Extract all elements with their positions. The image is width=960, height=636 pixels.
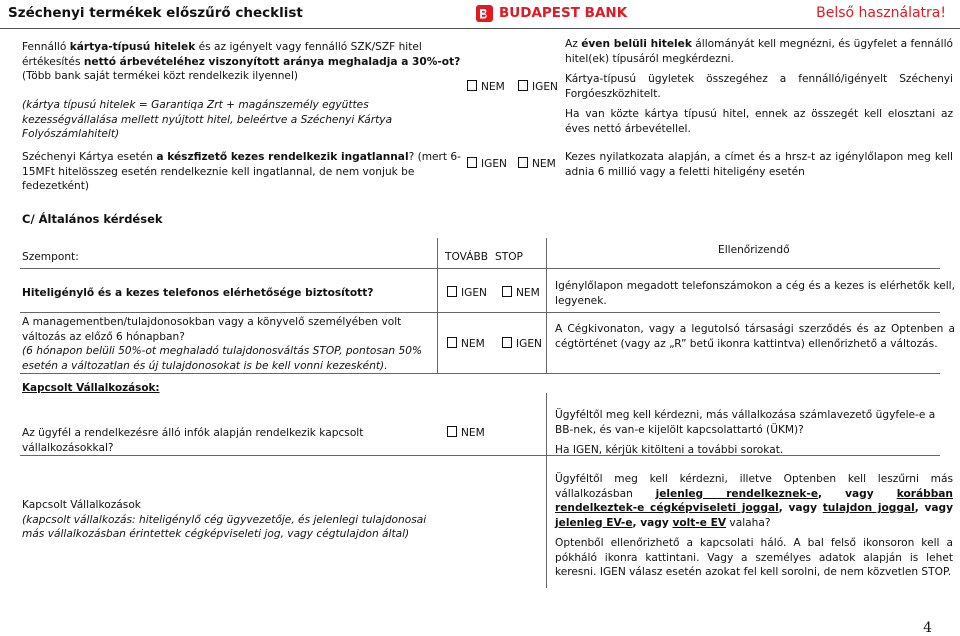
column-header-criteria: Szempont: [22, 251, 79, 263]
table-divider [546, 238, 547, 373]
check-note-related-companies [555, 408, 950, 458]
question-card-related-companies-detail [22, 498, 442, 542]
checkbox-option-igen[interactable] [447, 286, 487, 301]
note-paragraph: Ha IGEN, kérjük kitölteni a további sorokat. [555, 444, 784, 456]
question-text: Széchenyi Kártya esetén a készfizető kezes rendelkezik ingatlannal? (mert 6-15MFt hitelösszeg esetén rendelkeznie kell ingatlannal, de nem vonjuk be fedezetként) [22, 151, 461, 192]
question-card-phone-availability [22, 286, 432, 301]
checkbox-box[interactable] [518, 80, 528, 91]
question-text: Az ügyfél a rendelkezésre álló infók alapján rendelkezik kapcsolt vállalkozásokkal? [22, 427, 364, 454]
question-text: A managementben/tulajdonosokban vagy a könyvelő személyében volt változás az előző 6 hónapban? (6 hónapon belüli 50%-ot meghaladó tulajdonosváltás STOP, pontosan 50% esetén a változatlan és új tulajdonosokat is be kell vonni kezesként). [22, 316, 423, 372]
checkbox-box[interactable] [447, 286, 457, 297]
checkbox-box[interactable] [447, 337, 457, 348]
checkbox-label: NEM [516, 287, 540, 299]
question-text: Hiteligénylő és a kezes telefonos elérhetősége biztosított? [22, 287, 374, 299]
note-paragraph: Ügyféltől meg kell kérdezni, illetve Optenben kell leszűrni más vállalkozásban jelenleg rendelkeznek-e, vagy korábban rendelkeztek-e cégképviseleti joggal, vagy tulajdon joggal, vagy jelenleg EV-e, vagy volt-e EV valaha? [555, 473, 954, 529]
table-divider [437, 238, 438, 373]
checkbox-option-nem[interactable] [502, 286, 540, 301]
note-paragraph: Kártya-típusú ügyletek összegéhez a fennálló/igényelt Széchenyi Forgóeszközhitelt. [565, 73, 953, 100]
checkbox-box[interactable] [467, 80, 477, 91]
checkbox-box[interactable] [518, 157, 528, 168]
page-header [0, 0, 960, 29]
budapest-bank-logo-icon [476, 5, 493, 22]
checkbox-label: NEM [532, 158, 556, 170]
check-note-guarantor-property [565, 150, 953, 179]
note-paragraph: Kezes nyilatkozata alapján, a címet és a hrsz-t az igénylőlapon meg kell adnia 6 millió vagy a feletti hiteligény esetén [565, 151, 953, 178]
checkbox-option-igen[interactable] [467, 157, 507, 172]
column-header-stop: STOP [495, 251, 523, 263]
checkbox-label: IGEN [481, 158, 507, 170]
note-paragraph: Igénylőlapon megadott telefonszámokon a cég és a kezes is elérhetők kell, legyenek. [555, 280, 955, 307]
brand-name: BUDAPEST BANK [499, 4, 628, 21]
brand-logo [476, 4, 627, 22]
checkbox-option-nem[interactable] [467, 80, 505, 95]
table-divider [20, 373, 940, 374]
checkbox-label: NEM [461, 338, 485, 350]
checkbox-label: IGEN [461, 287, 487, 299]
page-title: Széchenyi termékek előszűrő checklist [8, 5, 303, 21]
section-title: C/ Általános kérdések [22, 212, 163, 226]
table-divider [20, 268, 940, 269]
page-number: 4 [923, 619, 932, 636]
checkbox-option-igen[interactable] [518, 80, 558, 95]
note-paragraph: Ha van közte kártya típusú hitel, ennek az összegét kell elosztani az éves nettó árbevétellel. [565, 108, 953, 135]
checkbox-label: NEM [461, 427, 485, 439]
note-paragraph: Optenből ellenőrizhető a kapcsolati háló. A bal felső ikonsoron kell a pókháló ikonra kattintani. Vagy a személyes adatok alapján is lehet keresni. IGEN válasz esetén azokat fel kell sorolni, de nem közvetlen STOP. [555, 537, 953, 578]
checkbox-option-nem[interactable] [518, 157, 556, 172]
question-card-management-change [22, 315, 436, 373]
table-divider [20, 312, 940, 313]
table-divider [546, 393, 547, 588]
check-note-credit-ratio [565, 37, 953, 136]
checkbox-box[interactable] [502, 337, 512, 348]
checkbox-label: IGEN [516, 338, 542, 350]
check-note-related-companies-detail [555, 472, 953, 580]
question-text: Kapcsolt Vállalkozások (kapcsolt vállalkozás: hiteligénylő cég ügyvezetője, és jelenlegi tulajdonosai más vállalkozásban érintettek cégképviseleti jog, vagy cégtulajdon által) [22, 499, 427, 540]
checkbox-label: NEM [481, 81, 505, 93]
checkbox-label: IGEN [532, 81, 558, 93]
check-note-management-change [555, 322, 955, 351]
note-paragraph: A Cégkivonaton, vagy a legutolsó társasági szerződés és az Optenben a cégtörténet (vagy az „R” betű ikonra kattintva) ellenőrizhető a változás. [555, 323, 955, 350]
checkbox-option-nem[interactable] [447, 337, 485, 352]
note-paragraph: Az éven belüli hitelek állományát kell megnézni, és ügyfelet a fennálló hitel(ek) típusáról megkérdezni. [565, 38, 953, 65]
checkbox-box[interactable] [502, 286, 512, 297]
column-header-next: TOVÁBB [445, 251, 488, 263]
internal-use-label: Belső használatra! [816, 5, 946, 21]
subsection-heading: Kapcsolt Vállalkozások: [22, 382, 160, 394]
question-card-related-companies [22, 426, 442, 455]
check-note-phone-availability [555, 279, 955, 308]
question-card-credit-ratio [22, 40, 462, 142]
checkbox-option-nem[interactable] [447, 426, 485, 441]
checkbox-box[interactable] [467, 157, 477, 168]
checkbox-option-igen[interactable] [502, 337, 542, 352]
question-text: Fennálló kártya-típusú hitelek és az igényelt vagy fennálló SZK/SZF hitel értékesítés nettó árbevételéhez viszonyított aránya meghaladja a 30%-ot? (Több bank saját termékei közt rendelkezik ilyennel) (kártya típusú hitelek = Garantiqa Zrt + magánszemély együttes kezességvállalása mellett nyújtott hitel, beleértve a Széchenyi Kártya Folyószámlahitelt) [22, 41, 461, 140]
checkbox-box[interactable] [447, 426, 457, 437]
note-paragraph: Ügyféltől meg kell kérdezni, más vállalkozása számlavezető ügyfele-e a BB-nek, és van-e kijelölt kapcsolattartó (ÜKM)? [555, 409, 936, 436]
column-header-to-check: Ellenőrizendő [718, 244, 790, 256]
question-card-guarantor-property [22, 150, 462, 194]
